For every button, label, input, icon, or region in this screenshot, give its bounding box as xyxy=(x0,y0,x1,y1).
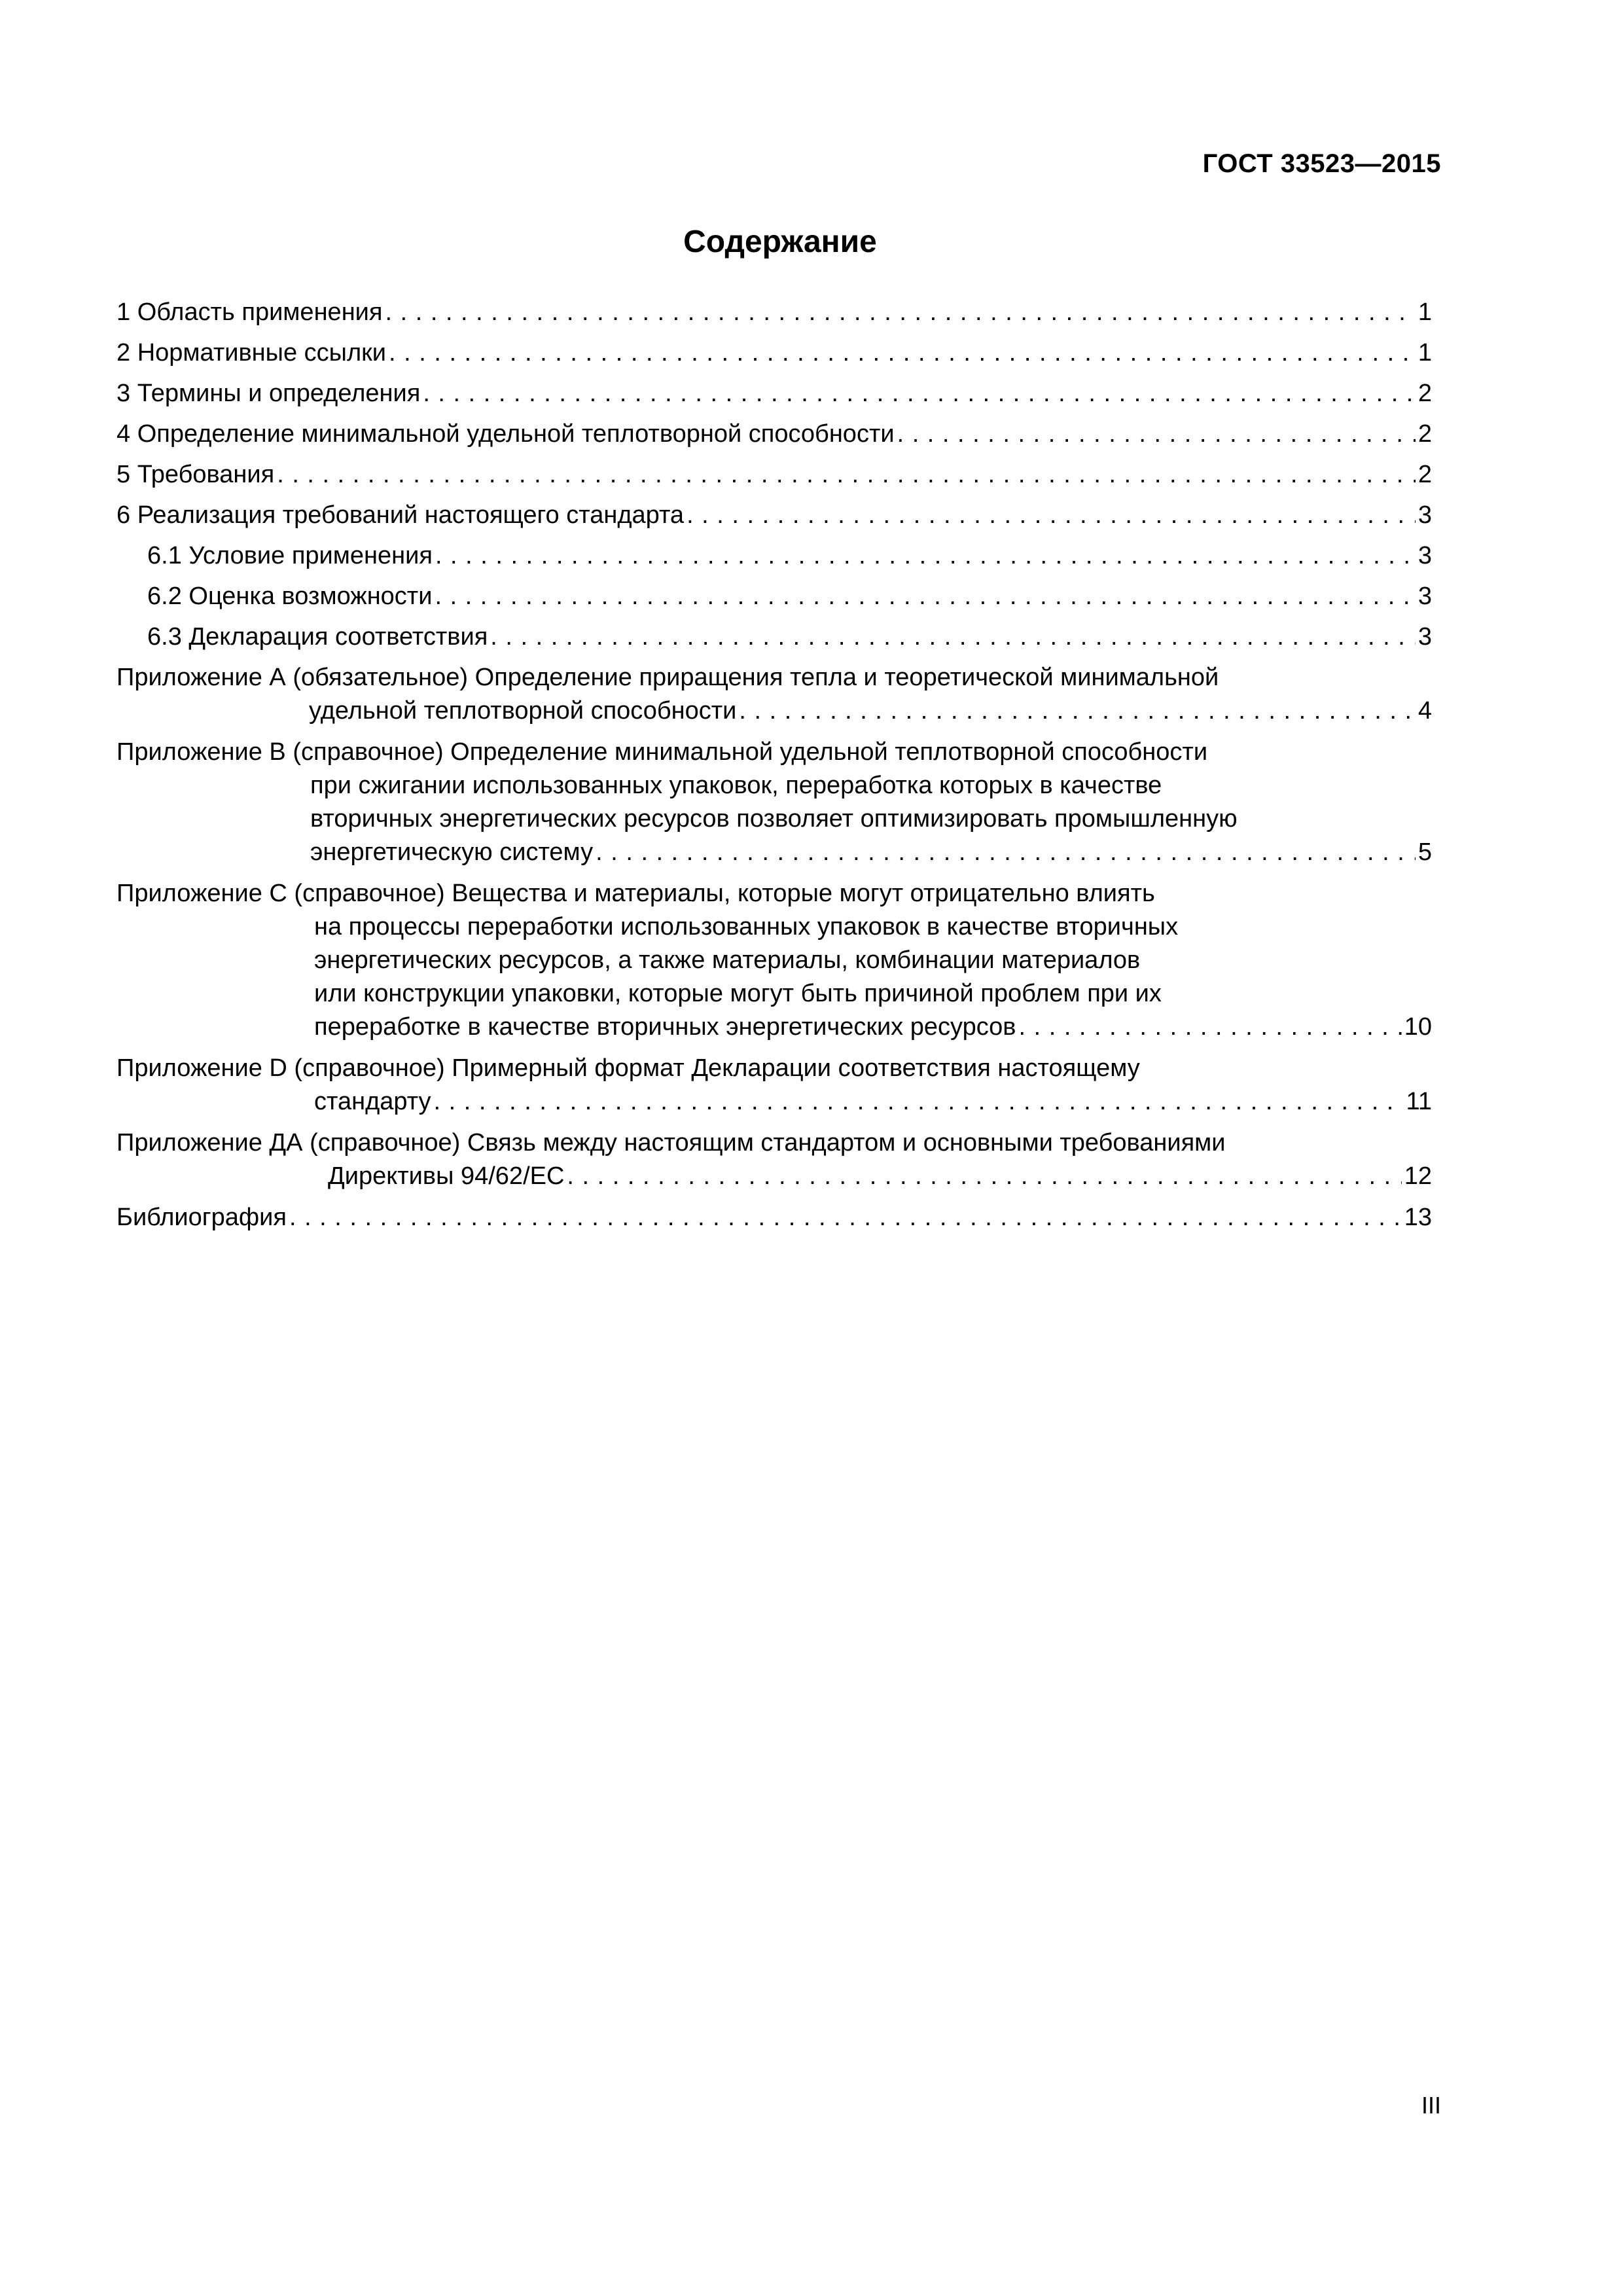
toc-entry-text: 6.1 Условие применения xyxy=(147,542,433,569)
toc-entry-text: 1 Область применения xyxy=(116,298,383,326)
toc-entry-text: 3 Термины и определения xyxy=(116,380,421,407)
dot-leader xyxy=(385,296,1415,329)
document-code: ГОСТ 33523—2015 xyxy=(1202,149,1441,178)
dot-leader xyxy=(897,418,1416,451)
dot-leader xyxy=(435,580,1415,613)
toc-entry-text: энергетических ресурсов, а также материалы, комбинации материалов xyxy=(314,946,1141,974)
toc-subentry[interactable] xyxy=(116,620,1432,654)
toc-entry-text: стандарту xyxy=(314,1088,431,1115)
toc-entry[interactable] xyxy=(116,336,1432,370)
dot-leader xyxy=(289,1201,1402,1234)
toc-entry-annex-b[interactable] xyxy=(116,736,1432,869)
toc-entry-text: Библиография xyxy=(116,1204,287,1231)
toc-entry-page: 2 xyxy=(1418,420,1432,448)
toc-entry-text: Приложение А (обязательное) Определение приращения тепла и теоретической минимальной xyxy=(116,664,1219,691)
toc-entry-text: Приложение ДА (справочное) Связь между настоящим стандартом и основными требованиями xyxy=(116,1129,1226,1157)
dot-leader xyxy=(687,499,1416,532)
dot-leader xyxy=(423,377,1416,410)
toc-entry-text: 2 Нормативные ссылки xyxy=(116,339,386,367)
toc-entry-page: 1 xyxy=(1418,298,1432,326)
toc-entry-page: 12 xyxy=(1404,1162,1432,1190)
toc-entry-text: 5 Требования xyxy=(116,461,275,488)
toc-entry-text: Директивы 94/62/ЕС xyxy=(328,1162,565,1190)
toc-entry-bibliography[interactable] xyxy=(116,1201,1432,1234)
dot-leader xyxy=(435,539,1416,573)
table-of-contents xyxy=(116,296,1432,1242)
toc-entry-page: 2 xyxy=(1418,461,1432,488)
toc-entry-text: 4 Определение минимальной удельной теплотворной способности xyxy=(116,420,895,448)
toc-entry-text: вторичных энергетических ресурсов позволяет оптимизировать промышленную xyxy=(310,805,1238,833)
toc-entry-text: 6.3 Декларация соответствия xyxy=(147,623,488,651)
toc-entry-page: 4 xyxy=(1418,697,1432,725)
toc-entry-page: 10 xyxy=(1404,1013,1432,1041)
toc-entry[interactable] xyxy=(116,458,1432,492)
toc-entry-page: 3 xyxy=(1418,623,1432,651)
toc-entry-text: Приложение D (справочное) Примерный формат Декларации соответствия настоящему xyxy=(116,1054,1140,1082)
toc-entry-annex-a[interactable] xyxy=(116,661,1432,728)
toc-entry-page: 11 xyxy=(1406,1088,1432,1115)
dot-leader xyxy=(389,336,1416,370)
toc-entry-page: 13 xyxy=(1404,1204,1432,1231)
toc-entry-page: 3 xyxy=(1418,542,1432,569)
dot-leader xyxy=(490,620,1416,654)
toc-entry[interactable] xyxy=(116,499,1432,532)
toc-entry-text: или конструкции упаковки, которые могут быть причиной проблем при их xyxy=(314,980,1162,1007)
toc-entry-text: при сжигании использованных упаковок, переработка которых в качестве xyxy=(310,772,1162,799)
toc-entry-text: 6 Реализация требований настоящего стандарта xyxy=(116,501,685,529)
toc-entry-annex-c[interactable] xyxy=(116,877,1432,1044)
dot-leader xyxy=(596,836,1416,869)
toc-subentry[interactable] xyxy=(116,539,1432,573)
toc-title: Содержание xyxy=(683,224,877,259)
dot-leader xyxy=(434,1085,1404,1119)
toc-entry-text: Приложение С (справочное) Вещества и материалы, которые могут отрицательно влиять xyxy=(116,880,1155,907)
toc-entry[interactable] xyxy=(116,418,1432,451)
toc-entry[interactable] xyxy=(116,296,1432,329)
toc-entry-page: 2 xyxy=(1418,380,1432,407)
toc-entry-annex-da[interactable] xyxy=(116,1126,1432,1193)
toc-entry-page: 3 xyxy=(1418,501,1432,529)
toc-entry[interactable] xyxy=(116,377,1432,410)
toc-entry-text: переработке в качестве вторичных энергетических ресурсов xyxy=(314,1013,1016,1041)
toc-entry-annex-d[interactable] xyxy=(116,1052,1432,1119)
toc-entry-text: энергетическую систему xyxy=(310,838,594,866)
toc-entry-text: удельной теплотворной способности xyxy=(309,697,737,725)
dot-leader xyxy=(1018,1011,1401,1044)
dot-leader xyxy=(277,458,1416,492)
dot-leader xyxy=(739,694,1415,728)
toc-entry-text: Приложение В (справочное) Определение минимальной удельной теплотворной способности xyxy=(116,738,1208,766)
page-number: III xyxy=(1421,2092,1441,2119)
toc-subentry[interactable] xyxy=(116,580,1432,613)
dot-leader xyxy=(567,1160,1401,1193)
toc-entry-text: 6.2 Оценка возможности xyxy=(147,583,433,610)
toc-entry-page: 1 xyxy=(1418,339,1432,367)
toc-entry-page: 3 xyxy=(1418,583,1432,610)
toc-entry-page: 5 xyxy=(1418,838,1432,866)
toc-entry-text: на процессы переработки использованных упаковок в качестве вторичных xyxy=(314,913,1179,941)
